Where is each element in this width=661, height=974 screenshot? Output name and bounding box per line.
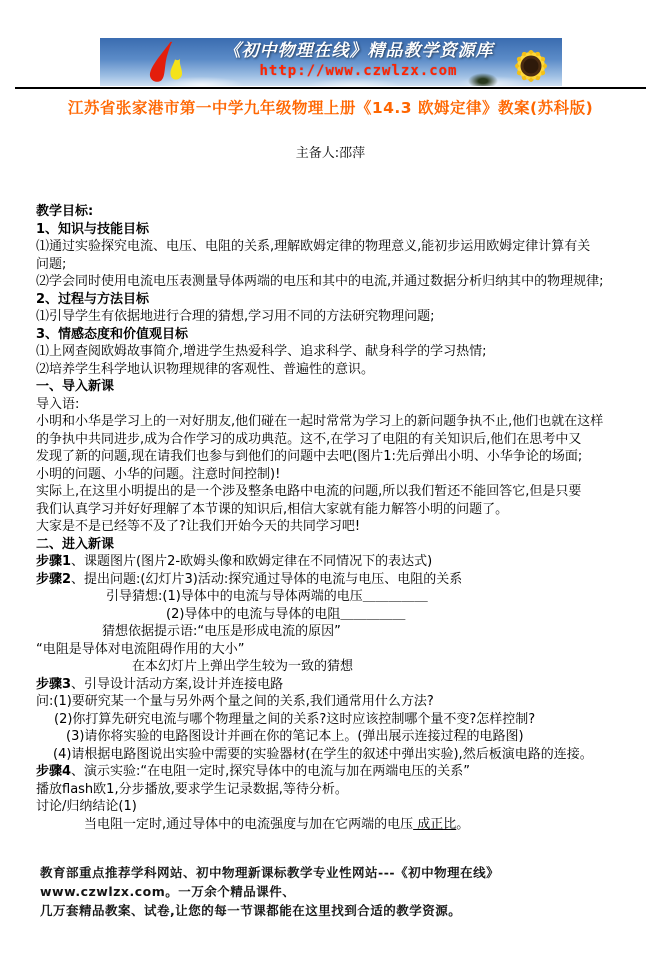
doc-line [36, 431, 635, 449]
text-segment: 2、过程与方法目标 [36, 291, 150, 307]
text-segment: 、提出问题:(幻灯片3)活动:探究通过导体的电流与电压、电阻的关系 [71, 571, 463, 587]
doc-line [36, 378, 635, 396]
text-segment: 步骤2 [36, 571, 72, 587]
text-segment: 、演示实验:“在电阻一定时,探究导体中的电流与加在两端电压的关系” [71, 764, 471, 779]
doc-line [36, 641, 635, 659]
text-segment: (2)导体中的电流与导体的电阻 [166, 606, 341, 622]
doc-line [36, 781, 635, 799]
doc-line [36, 571, 635, 589]
text-segment: 讨论/归纳结论(1) [36, 799, 137, 814]
text-segment: 教学目标: [36, 204, 94, 219]
text-segment: 、引导设计活动方案,设计并连接电路 [71, 676, 284, 692]
plant-icon [468, 73, 498, 86]
doc-line [36, 448, 635, 466]
text-segment: ⑴引导学生有依据地进行合理的猜想,学习用不同的方法研究物理问题; [36, 309, 435, 324]
text-segment: 二、进入新课 [36, 536, 115, 552]
doc-line [36, 361, 635, 379]
text-segment: ⑵学会同时使用电流电压表测量导体两端的电压和其中的电流,并通过数据分析归纳其中的物理规律; [36, 274, 604, 289]
author-line: 主备人:邵萍 [295, 146, 366, 161]
document-page [0, 38, 661, 920]
text-segment: 步骤1 [36, 554, 72, 569]
text-segment: ＿＿＿＿＿ [340, 606, 406, 622]
text-segment: 。 [456, 816, 470, 832]
doc-line [36, 221, 635, 239]
doc-line [36, 326, 635, 344]
doc-line [36, 553, 635, 571]
text-segment: 成正比 [413, 816, 457, 832]
doc-line [36, 396, 635, 414]
text-segment: 问:(1)要研究某一个量与另外两个量之间的关系,我们通常用什么方法? [36, 694, 434, 709]
doc-line [36, 693, 635, 711]
doc-line [36, 256, 635, 274]
doc-line [36, 711, 635, 729]
doc-line [36, 518, 635, 536]
doc-line [36, 238, 635, 256]
doc-line [36, 291, 635, 309]
doc-line [36, 816, 635, 834]
site-logo-icon [138, 40, 190, 86]
doc-line [36, 606, 635, 624]
doc-line [36, 483, 635, 501]
text-segment: 小明的问题、小华的问题。注意时间控制)! [36, 466, 281, 482]
text-segment: 一、导入新课 [36, 379, 115, 394]
doc-line [36, 658, 635, 676]
doc-line [36, 413, 635, 431]
text-segment: ⑵培养学生科学地认识物理规律的客观性、普遍性的意识。 [36, 361, 375, 377]
text-segment: 1、知识与技能目标 [36, 221, 150, 237]
doc-line [36, 273, 635, 291]
sunflower-icon [498, 38, 560, 86]
text-segment: (3)请你将实验的电路图设计并画在你的笔记本上。(弹出展示连接过程的电路图) [66, 729, 524, 744]
doc-line [36, 203, 635, 221]
text-segment: 小明和小华是学习上的一对好朋友,他们碰在一起时常常为学习上的新问题争执不止,他们也就在这样 [36, 414, 604, 429]
text-segment: 当电阻一定时,通过导体中的电流强度与加在它两端的电压 [84, 816, 414, 832]
doc-line [36, 623, 635, 641]
text-segment: 3、情感态度和价值观目标 [36, 326, 189, 342]
text-segment: 引导猜想:(1)导体中的电流与导体两端的电压 [106, 589, 363, 604]
text-segment: 我们认真学习并好好理解了本节课的知识后,相信大家就有能力解答小明的问题了。 [36, 501, 509, 517]
text-segment: 发现了新的问题,现在请我们也参与到他们的问题中去吧(图片1:先后弹出小明、小华争论的场面; [36, 449, 583, 464]
banner-site-url[interactable]: http://www.czwlzx.com [259, 63, 458, 79]
text-segment: 猜想依据提示语:“电压是形成电流的原因” [102, 624, 341, 639]
doc-line [36, 466, 635, 484]
footer-line: 几万套精品教案、试卷,让您的每一节课都能在这里找到合适的教学资源。 [40, 903, 462, 918]
text-segment: 播放flash欧1,分步播放,要求学生记录数据,等待分析。 [36, 781, 348, 797]
footer [40, 863, 625, 920]
text-segment: 实际上,在这里小明提出的是一个涉及整条电路中电流的问题,所以我们暂还不能回答它,但是只要 [36, 484, 582, 499]
site-banner [100, 38, 562, 86]
text-segment: (2)你打算先研究电流与哪个物理量之间的关系?这时应该控制哪个量不变?怎样控制? [54, 711, 536, 727]
doc-line [36, 536, 635, 554]
doc-line [36, 501, 635, 519]
header-divider [15, 87, 646, 89]
text-segment: “电阻是导体对电流阻碍作用的大小” [36, 641, 245, 657]
text-segment: ＿＿＿＿＿ [362, 589, 428, 604]
doc-line [36, 308, 635, 326]
doc-line [36, 798, 635, 816]
banner-site-name: 《初中物理在线》精品教学资源库 [223, 41, 494, 61]
text-segment: 在本幻灯片上弹出学生较为一致的猜想 [132, 659, 354, 674]
doc-line [36, 763, 635, 781]
page-title: 江苏省张家港市第一中学九年级物理上册《14.3 欧姆定律》教案(苏科版) [67, 99, 594, 117]
text-segment: 大家是不是已经等不及了?让我们开始今天的共同学习吧! [36, 519, 361, 534]
text-segment: 步骤3 [36, 676, 72, 692]
doc-line [36, 343, 635, 361]
text-segment: ⑴上网查阅欧姆故事简介,增进学生热爱科学、追求科学、献身科学的学习热情; [36, 344, 487, 359]
text-segment: 步骤4 [36, 764, 72, 779]
text-segment: 问题; [36, 256, 67, 272]
text-segment: (4)请根据电路图说出实验中需要的实验器材(在学生的叙述中弹出实验),然后板演电路的连接。 [53, 746, 593, 762]
doc-body [36, 203, 635, 833]
text-segment: 、课题图片(图片2-欧姆头像和欧姆定律在不同情况下的表达式) [71, 554, 433, 569]
footer-line: 教育部重点推荐学科网站、初中物理新课标教学专业性网站---《初中物理在线》www.czwlzx.com。一万余个精品课件、 [40, 865, 500, 899]
text-segment: 导入语: [36, 396, 80, 412]
doc-line [36, 746, 635, 764]
doc-line [36, 588, 635, 606]
doc-line [36, 676, 635, 694]
text-segment: 的争执中共同进步,成为合作学习的成功典范。这不,在学习了电阻的有关知识后,他们在思考中又 [36, 431, 582, 447]
text-segment: ⑴通过实验探究电流、电压、电阻的关系,理解欧姆定律的物理意义,能初步运用欧姆定律计算有关 [36, 239, 591, 254]
doc-line [36, 728, 635, 746]
